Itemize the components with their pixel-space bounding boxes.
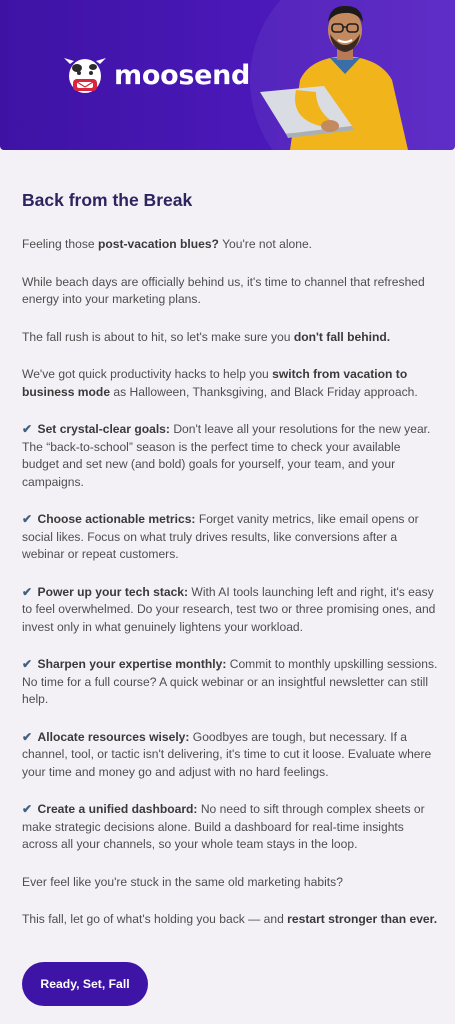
- tip-item: ✔ Set crystal-clear goals: Don't leave all your resolutions for the new year. The “back-to-school” season is the perfect time to check your available budget and set new (and bold) goals for yourself, your team, and your campaigns.: [22, 422, 431, 489]
- brand-logo[interactable]: [62, 52, 250, 98]
- intro-paragraph-3: The fall rush is about to hit, so let's make sure you don't fall behind.: [22, 329, 391, 344]
- email-content: [22, 190, 438, 949]
- intro-paragraph-1: Feeling those post-vacation blues? You're not alone.: [22, 237, 313, 251]
- intro-paragraph-4: We've got quick productivity hacks to help you switch from vacation to business mode as Halloween, Thanksgiving, and Black Friday approach.: [22, 367, 418, 399]
- checkmark-icon: ✔: [22, 729, 33, 744]
- checkmark-icon: ✔: [22, 422, 33, 436]
- intro-paragraph-2: While beach days are officially behind us, it's time to channel that refreshed energy into your marketing plans.: [22, 274, 425, 306]
- outro-paragraph-2: This fall, let go of what's holding you back — and restart stronger than ever.: [22, 912, 438, 926]
- tip-item: ✔ Sharpen your expertise monthly: Commit to monthly upskilling sessions. No time for a full course? A quick webinar or an insightful newsletter can still help.: [22, 657, 438, 706]
- outro-paragraph-1: Ever feel like you're stuck in the same old marketing habits?: [22, 874, 343, 889]
- checkmark-icon: ✔: [22, 584, 33, 599]
- brand-name: moosend: [114, 59, 251, 91]
- tip-item: ✔ Power up your tech stack: With AI tools launching left and right, it's easy to feel overwhelmed. Do your research, test two or three promising ones, and invest only in what genuinely lightens your workload.: [22, 584, 436, 634]
- email-title: Back from the Break: [22, 190, 193, 210]
- tip-item: ✔ Create a unified dashboard: No need to sift through complex sheets or make strategic decisions alone. Build a dashboard for real-time insights across all your channels, so your whole team stays in the loop.: [22, 802, 425, 851]
- checkmark-icon: ✔: [22, 802, 33, 816]
- tip-item: ✔ Choose actionable metrics: Forget vanity metrics, like email opens or social likes. Focus on what truly drives results, like conversions after a webinar or repeat customers.: [22, 512, 419, 561]
- checkmark-icon: ✔: [22, 512, 33, 526]
- tip-item: ✔ Allocate resources wisely: Goodbyes are tough, but necessary. If a channel, tool, or tactic isn't delivering, it's time to cut it loose. Evaluate where your time and money go and adjust with no hard feelings.: [22, 729, 432, 779]
- ready-set-fall-button[interactable]: Ready, Set, Fall: [22, 962, 148, 1006]
- hero-banner: [0, 0, 455, 150]
- checkmark-icon: ✔: [22, 657, 33, 671]
- man-with-laptop-image: [260, 0, 430, 150]
- cow-mascot-icon: [62, 52, 108, 98]
